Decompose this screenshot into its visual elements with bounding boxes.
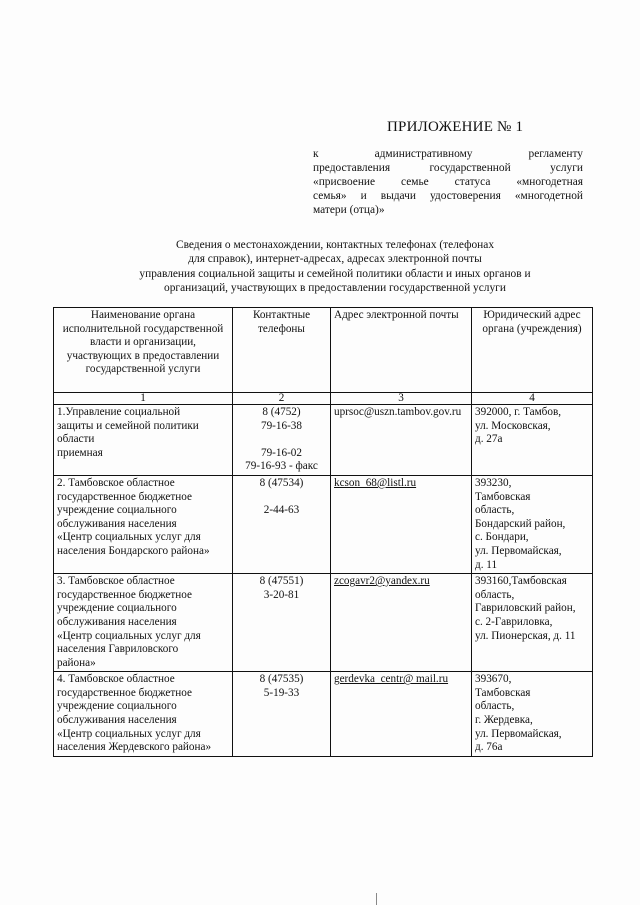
appendix-title: ПРИЛОЖЕНИЕ № 1 <box>387 119 524 135</box>
phone-line: 8 (4752) <box>262 406 301 418</box>
organization-line: учреждение социального <box>57 602 177 615</box>
phone-line: 5-19-33 <box>263 686 300 699</box>
address-line: Гавриловский район, <box>475 602 576 615</box>
phones-cell <box>233 475 331 573</box>
column-number: 3 <box>331 393 472 405</box>
address-line: г. Жердевка, <box>475 714 533 727</box>
phone-line: 79-16-38 <box>260 419 302 432</box>
address-cell <box>472 475 593 573</box>
phones-cell <box>233 672 331 757</box>
heading-line: для справок), интернет-адресах, адресах электронной почты <box>188 253 482 266</box>
address-line: область, <box>475 588 515 601</box>
organization-line: населения Гавриловского <box>57 643 179 656</box>
heading-line: Сведения о местонахождении, контактных телефонах (телефонах <box>175 239 495 251</box>
organization-line: государственное бюджетное <box>57 686 192 699</box>
address-line: Бондарский район, <box>475 517 566 530</box>
organization-line: 1.Управление социальной <box>57 406 181 418</box>
organization-line: 2. Тамбовское областное <box>57 476 175 489</box>
organization-line: «Центр социальных услуг для <box>57 629 201 642</box>
column-header-organization: Наименование органа исполнительной государственной власти и организации, участвующих в предоставлении государственной услуги <box>54 308 233 393</box>
email-cell <box>331 475 472 573</box>
column-number: 1 <box>54 393 233 405</box>
organization-line: учреждение социального <box>57 700 177 713</box>
table-row <box>54 574 593 672</box>
organization-line: «Центр социальных услуг для <box>57 727 201 740</box>
email-cell <box>331 405 472 476</box>
address-line: 392000, г. Тамбов, <box>475 406 562 418</box>
address-line: Тамбовская <box>475 686 531 699</box>
appendix-subtitle-line: к административному регламенту <box>313 148 583 160</box>
table-row <box>54 405 593 476</box>
heading-line: управления социальной защиты и семейной политики области и иных органов и <box>139 267 531 280</box>
phone-line: 8 (47534) <box>259 476 304 489</box>
email-link[interactable]: gerdevka_centr@ mail.ru <box>334 673 449 686</box>
address-line: 393160,Тамбовская <box>475 575 567 588</box>
phone-line: 2-44-63 <box>263 504 300 517</box>
phone-line <box>236 433 327 447</box>
organization-line: приемная <box>57 446 103 459</box>
organization-line: 4. Тамбовское областное <box>57 673 175 686</box>
organization-line: учреждение социального <box>57 504 177 517</box>
email-link[interactable]: uprsoc@uszn.tambov.gov.ru <box>334 406 462 418</box>
organization-line: обслуживания населения <box>57 517 177 530</box>
phone-line: 3-20-81 <box>263 588 300 601</box>
phone-line <box>236 491 327 505</box>
organization-cell <box>54 405 233 476</box>
appendix-subtitle <box>313 147 583 217</box>
appendix-subtitle-line: матери (отца)» <box>313 204 385 216</box>
table-row <box>54 672 593 757</box>
phone-line: 8 (47551) <box>259 575 304 588</box>
organization-line: 3. Тамбовское областное <box>57 575 175 588</box>
organization-line: области <box>57 433 95 446</box>
phone-line: 79-16-02 <box>260 446 302 459</box>
organization-line: государственное бюджетное <box>57 588 192 601</box>
email-link[interactable]: kcson_68@listl.ru <box>334 476 417 489</box>
column-header-email: Адрес электронной почты <box>331 308 472 393</box>
appendix-subtitle-line: «присвоение семье статуса «многодетная <box>313 176 583 188</box>
address-line: с. Бондари, <box>475 531 529 544</box>
email-link[interactable]: zcogavr2@yandex.ru <box>334 575 430 588</box>
organization-cell <box>54 475 233 573</box>
address-line: д. 76а <box>475 741 503 754</box>
column-number-row <box>54 393 593 405</box>
phone-line: 8 (47535) <box>259 673 304 686</box>
appendix-subtitle-line: предоставления государственной услуги <box>313 162 583 174</box>
column-number: 2 <box>233 393 331 405</box>
phones-cell <box>233 574 331 672</box>
address-line: ул. Пионерская, д. 11 <box>475 629 576 642</box>
phones-cell <box>233 405 331 476</box>
address-line: д. 11 <box>475 558 498 571</box>
address-line: область, <box>475 700 515 713</box>
address-cell <box>472 672 593 757</box>
organization-line: защиты и семейной политики <box>57 419 199 432</box>
column-header-phones: Контактные телефоны <box>233 308 331 393</box>
address-line: 393230, <box>475 476 512 489</box>
organization-line: обслуживания населения <box>57 615 177 628</box>
registry-table <box>53 307 593 757</box>
address-line: ул. Первомайская, <box>475 544 562 557</box>
email-cell <box>331 672 472 757</box>
column-header-address: Юридический адрес органа (учреждения) <box>472 308 593 393</box>
address-line: ул. Первомайская, <box>475 727 562 740</box>
column-number: 4 <box>472 393 593 405</box>
email-cell <box>331 574 472 672</box>
organization-line: «Центр социальных услуг для <box>57 531 201 544</box>
table-header-row <box>54 308 593 393</box>
address-cell <box>472 405 593 476</box>
document-heading <box>100 238 570 295</box>
organization-line: государственное бюджетное <box>57 490 192 503</box>
address-line: ул. Московская, <box>475 419 551 432</box>
address-cell <box>472 574 593 672</box>
organization-line: обслуживания населения <box>57 714 177 727</box>
organization-line: района» <box>57 656 96 669</box>
address-line: с. 2-Гавриловка, <box>475 615 553 628</box>
scan-edge-mark <box>376 893 377 905</box>
organization-line: населения Жердевского района» <box>57 741 212 754</box>
table-row <box>54 475 593 573</box>
organization-line: населения Бондарского района» <box>57 544 210 557</box>
organization-cell <box>54 574 233 672</box>
address-line: 393670, <box>475 673 512 686</box>
heading-line: организаций, участвующих в предоставлении государственной услуги <box>164 281 506 294</box>
organization-cell <box>54 672 233 757</box>
address-line: д. 27а <box>475 433 503 446</box>
address-line: область, <box>475 504 515 517</box>
phone-line: 79-16-93 - факс <box>245 460 318 473</box>
address-line: Тамбовская <box>475 490 531 503</box>
appendix-subtitle-line: семья» и выдачи удостоверения «многодетной <box>313 190 583 202</box>
